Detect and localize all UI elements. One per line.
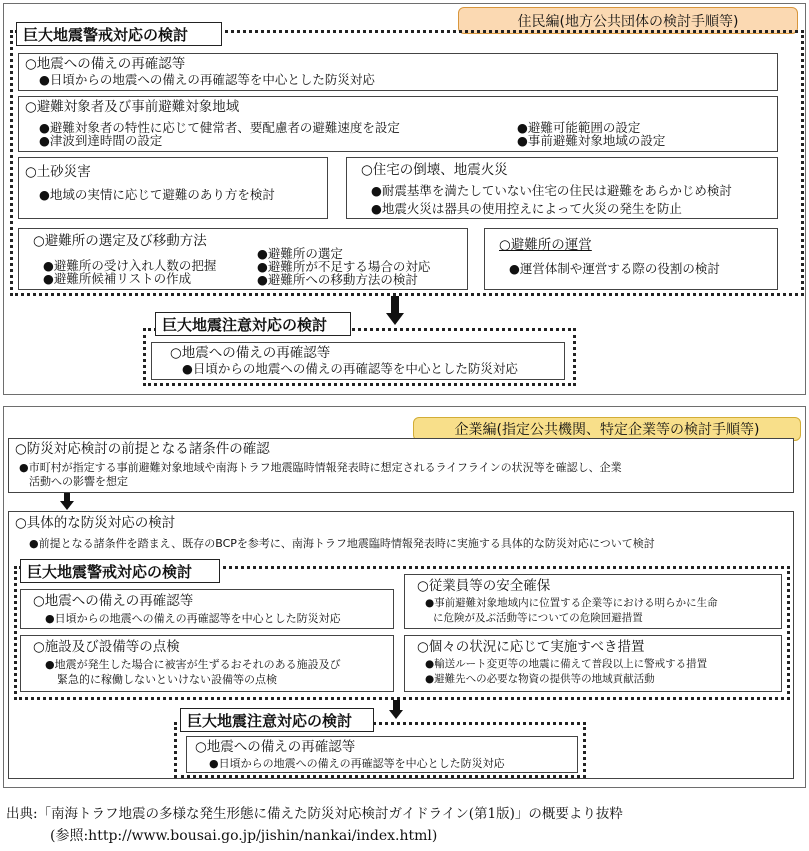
box-evacuation-targets <box>18 96 778 152</box>
bullet-text: ●運営体制や運営する際の役割の検討 <box>509 261 720 276</box>
warning-title: 巨大地震警戒対応の検討 <box>16 22 222 46</box>
arrow-down-head <box>386 313 404 325</box>
source-citation: 出典:「南海トラフ地震の多様な発生形態に備えた防災対応検討ガイドライン(第1版)」の概要より抜粋 <box>6 806 623 822</box>
box-heading: ○具体的な防災対応の検討 <box>15 515 176 531</box>
box-heading: ○地震への備えの再確認等 <box>25 56 186 72</box>
box-heading: ○住宅の倒壊、地震火災 <box>361 162 508 178</box>
bullet-text: ●避難所への移動方法の検討 <box>257 272 418 287</box>
box-heading: ○従業員等の安全確保 <box>417 578 551 594</box>
box-individual-measures <box>404 635 782 692</box>
box-heading: ○避難所の選定及び移動方法 <box>33 233 207 249</box>
box-landslide <box>18 157 328 219</box>
caution-title: 巨大地震注意対応の検討 <box>155 312 351 336</box>
bullet-text: ●事前避難対象地域の設定 <box>517 133 666 148</box>
box-earthquake-preparedness <box>18 53 778 91</box>
box-heading: ○土砂災害 <box>25 164 91 180</box>
enterprise-edition-tag: 企業編(指定公共機関、特定企業等の検討手順等) <box>413 417 801 441</box>
box-earthquake-preparedness-enterprise <box>20 589 394 629</box>
bullet-text: ●事前避難対象地域内に位置する企業等における明らかに生命 <box>425 597 718 609</box>
arrow-down-enterprise-head <box>389 710 403 719</box>
bullet-text: ●耐震基準を満たしていない住宅の住民は避難をあらかじめ検討 <box>371 183 732 198</box>
box-heading: ○地震への備えの再確認等 <box>195 739 356 755</box>
arrow-down-small-head <box>60 501 74 510</box>
resident-edition-tag: 住民編(地方公共団体の検討手順等) <box>458 7 798 34</box>
bullet-text: ●津波到達時間の設定 <box>39 133 163 148</box>
box-heading: ○地震への備えの再確認等 <box>33 593 194 609</box>
bullet-text: ●避難所が不足する場合の対応 <box>257 259 431 274</box>
arrow-down <box>391 296 399 314</box>
box-heading: ○地震への備えの再確認等 <box>170 345 331 361</box>
box-employee-safety <box>404 574 782 629</box>
caution-box <box>151 342 565 380</box>
box-heading: ○個々の状況に応じて実施すべき措置 <box>417 639 645 655</box>
bullet-text: ●避難対象者の特性に応じて健常者、要配慮者の避難速度を設定 <box>39 120 400 135</box>
bullet-text: ●地震が発生した場合に被害が生ずるおそれのある施設及び <box>45 658 341 671</box>
box-shelter-operation <box>484 228 778 290</box>
box-facility-inspection <box>20 635 394 692</box>
box-house-collapse-fire <box>346 157 778 219</box>
bullet-text: 活動への影響を想定 <box>29 475 128 488</box>
bullet-text: に危険が及ぶ活動等についての危険回避措置 <box>433 612 643 624</box>
bullet-text: ●避難先への必要な物資の提供等の地域貢献活動 <box>425 673 655 685</box>
bullet-text: ●日頃からの地震への備えの再確認等を中心とした防災対応 <box>45 612 341 625</box>
box-heading: ○避難対象者及び事前避難対象地域 <box>25 99 240 115</box>
bullet-text: ●日頃からの地震への備えの再確認等を中心とした防災対応 <box>39 72 375 87</box>
box-shelter-selection <box>18 228 468 290</box>
caution-title-enterprise: 巨大地震注意対応の検討 <box>180 708 374 732</box>
warning-title-enterprise: 巨大地震警戒対応の検討 <box>20 559 220 583</box>
box-heading: ○防災対応検討の前提となる諸条件の確認 <box>15 441 270 457</box>
bullet-text: 緊急的に稼働しないといけない設備等の点検 <box>57 673 277 686</box>
bullet-text: ●避難所の選定 <box>257 246 343 261</box>
caution-box-enterprise <box>186 736 578 773</box>
bullet-text: ●日頃からの地震への備えの再確認等を中心とした防災対応 <box>182 361 518 376</box>
bullet-text: ●前提となる諸条件を踏まえ、既存のBCPを参考に、南海トラフ地震臨時情報発表時に実施する具体的な防災対応について検討 <box>29 537 655 550</box>
bullet-text: ●日頃からの地震への備えの再確認等を中心とした防災対応 <box>209 757 505 770</box>
box-heading: ○施設及び設備等の点検 <box>33 639 180 655</box>
bullet-text: ●地域の実情に応じて避難のあり方を検討 <box>39 187 275 202</box>
box-heading: ○避難所の運営 <box>499 237 592 253</box>
bullet-text: ●市町村が指定する事前避難対象地域や南海トラフ地震臨時情報発表時に想定されるライフラインの状況等を確認し、企業 <box>19 461 622 474</box>
bullet-text: ●避難可能範囲の設定 <box>517 120 641 135</box>
bullet-text: ●輸送ルート変更等の地震に備えて普段以上に警戒する措置 <box>425 658 708 670</box>
source-url: (参照:http://www.bousai.go.jp/jishin/nankai/index.html) <box>50 828 438 844</box>
bullet-text: ●地震火災は器具の使用控えによって火災の発生を防止 <box>371 201 682 216</box>
bullet-text: ●避難所の受け入れ人数の把握 <box>43 258 217 273</box>
box-premise-conditions <box>8 438 794 493</box>
bullet-text: ●避難所候補リストの作成 <box>43 271 192 286</box>
